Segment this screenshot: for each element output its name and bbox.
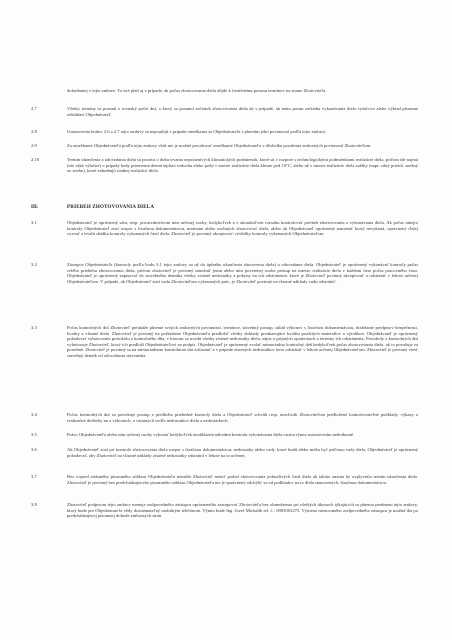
clause-number-2-8: 2.8 [31, 129, 37, 134]
clause-text-3-7: Bez vopred získaného písomného súhlasu Objednávateľa nemôže Zhotoviteľ meniť podiel zhotovovania jednotlivých častí diela ak takáto zmena by ovplyvnila termín ukončenia diela. Zhotoviteľ je povinný bez predchádzajúceho písomného súhlasu Objednávateľa nie je oprávnený odchýliť sa od podkladov na to diela stanovených, fixačnou dokumentáciou. [67, 474, 418, 485]
clause-text-3-5: Právo Objednávateľa alebo ním určenej osoby vykonať kedykoľvek neohlásenú náhodnú kontrolu vykonávania diela ostáva týmto ustanovením nedotknuté. [67, 432, 355, 437]
clause-number-3-7: 3.7 [31, 474, 37, 479]
clause-number-2-9: 2.9 [31, 143, 37, 148]
clause-text-2-8: Ustanovenia bodov 2.6 a 2.7 tejto zmluvy sa nepoužijú v prípade omeškania sa Objednávateľa s plnením jeho povinností podľa tejto zmluvy. [67, 129, 327, 134]
continuation-paragraph: dohodnutej v tejto zmluve. To isté platí aj v prípade, ak počas zhotovovania diela dôjde k častičnému posunu termínov na strane Zhotoviteľa. [67, 88, 327, 93]
clause-number-3-8: 3.8 [31, 502, 37, 507]
clause-text-2-9: Za omeškanie Objednávateľa podľa tejto zmluvy však nie je možné považovať omeškanie Objednávateľa v dôsledku porušenia zmluvných povinností Zhotoviteľom. [67, 143, 372, 148]
clause-text-3-3: Počas kontrolných dní Zhotoviteľ preukáže plnenie svojich zmluvných povinností, termínov, stavebný postup, súlad výkonov s fixačnou dokumentáciou, dodržanie predpisov bezpečnosti, kvality a vlastné diela. Zhotoviteľ je povinný na požiadanie Objednávateľa predložiť všetky doklady preukazujúce kvalitu použitých materiálov a výrobkov. Objednávateľ je oprávnený požadovať vyhotovenie protokolu z kontrolného dňa, v ktorom sa uvedú všetky zistené nedostatky diela, zápis o prijatých opatreniach a termíny ich odstránenia. Protokoly z kontrolných dní vyhotovuje Zhotoviteľ, ktorý ich predloží Objednávateľovi na podpis. Objednávateľ je oprávnený zvolať mimoriadny kontrolný deň kedykoľvek počas zhotovovania diela, ak to považuje za potrebné. Zhotoviteľ je povinný sa na mimoriadnom kontrolnom dni zúčastniť a v prípade zistených nedostatkov tieto odstrániť v lehote určenej Objednávateľom. Zhotoviteľ je povinný viesť stavebný denník od odovzdania staveniska. [67, 325, 418, 358]
clause-text-3-1: Objednávateľ je oprávnený sám, resp. prostredníctvom ním určenej osoby, kedykoľvek a v akomkoľvek rozsahu kontrolovať priebeh zhotovovania a vykonávania diela. Ak počas takejto kontroly Objednávateľ zistí rozpor s fixačnou dokumentáciou, normami alebo osobných zhotovovať diela, alebo ak Objednávateľ oprávnený namietať ktorý nevykoná, oprávnený ďalej vyzvať a trvalú skúšku kontroly vykonaných častí diela. Zhotoviteľ je povinný akceptovať výsledky kontroly vykonaných Objednávateľom. [67, 220, 418, 237]
section-number: III. [31, 205, 39, 210]
clause-number-3-3: 3.3 [31, 325, 37, 330]
clause-number-2-10: 2.10 [31, 157, 40, 162]
clause-text-3-6: Ak Objednávateľ zistí pri kontrole zhotovovania diela rozpor s fixačnou dokumentáciou, nedostatky alebo vady, ktoré budú alebo môžu byť príčinou vady diela, Objednávateľ je oprávnený požadovať, aby Zhotoviteľ na vlastné náklady zistené nedostatky odstránil v lehote na to určenej. [67, 447, 418, 458]
clause-number-3-4: 3.4 [31, 412, 37, 417]
clause-number-3-5: 3.5 [31, 432, 37, 437]
clause-number-3-1: 3.1 [31, 220, 37, 225]
clause-number-3-6: 3.6 [31, 447, 37, 452]
clause-text-3-4: Počas kontrolných dní sa prerokuje postup a predložia priebežné kontroly diela a Objednávateľ schváli resp. neschváli Zhotoviteľom predložené kontrolovateľné podklady, výkazy a realizačné dodávky na a výkonoch, o ostatných vedľa nedostatkov diela a nedostatkoch. [67, 412, 418, 423]
clause-text-3-2: Zástupca Objednávateľa (kontroly podľa bodu 3.1 tejto zmluvy sa už do úplného ukončenia zhotovenia diela) a odovzdanie diela. Objednávateľ je oprávnený vykonávať kontroly počas celého priebehu zhotovovania diela, pričom zhotoviteľ je povinný umožniť jemu alebo ním poverenej osobe prístup na miesto realizácie diela v každom čase počas pracovného času. Objednávateľ je oprávnený zapisovať do stavebného denníka všetky zistené nedostatky a pokyny na ich odstránenie, ktoré je Zhotoviteľ povinný akceptovať a odstrániť v lehote určenej Objednávateľom. V prípade, ak Objednávateľ zistí vadu Zhotoviteľom vykonaných prác, je Zhotoviteľ povinný na vlastné náklady vadu odstrániť. [67, 262, 418, 284]
clause-text-2-10: Termín ukončenia a odovzdania diela sa posúva o dobu trvania nepriaznivých klimatických podmienok, ktoré sú v rozpore s technologickými podmienkami realizácie diela, pričom ide najmä (nie však výlučne) o prípady kedy priemerná denná teplota vzduchu alebo pody v mieste realizácie diela klesne pod 10°C, alebo už v mieste realizácie diela zrážky (napr. silný prietrž, snežný zo snehu), ktoré zabraňujú riadnej realizácii diela. [67, 157, 418, 174]
clause-number-3-2: 3.2 [31, 262, 37, 267]
clause-number-2-7: 2.7 [31, 106, 37, 111]
clause-text-2-7: Všetky termíny sa posunú o rovnaký počet dní, o ktorý sa posunul začiatok zhotovovania diela ak v prípade, ak tento posun začiatku vykonávania diela vyúsťove alebo výkrad písomne odsúhlasí Objednávateľ. [67, 106, 418, 117]
section-title: PRIEBEH ZHOTOVOVANIA DIELA [67, 205, 155, 210]
clause-text-3-8: Zhotoviteľ podpisom tejto zmluvy menuje zodpovedného zástupcu oprávneného zastupovať Zhotoviteľa bez obmedzenia pri všetkých úkonoch týkajúcich sa plnenia predmetu tejto zmluvy, ktorý bude pre Objednávateľa vždy dosiahnuteľný mobilným telefónom. Týmto bude Ing. Jozef Michalík tel. č.: 0905003275. Výmena menovaného zodpovedného zástupcu je možná iba po predchádzajúcej písomnej dohode zmluvných strán. [67, 502, 418, 519]
